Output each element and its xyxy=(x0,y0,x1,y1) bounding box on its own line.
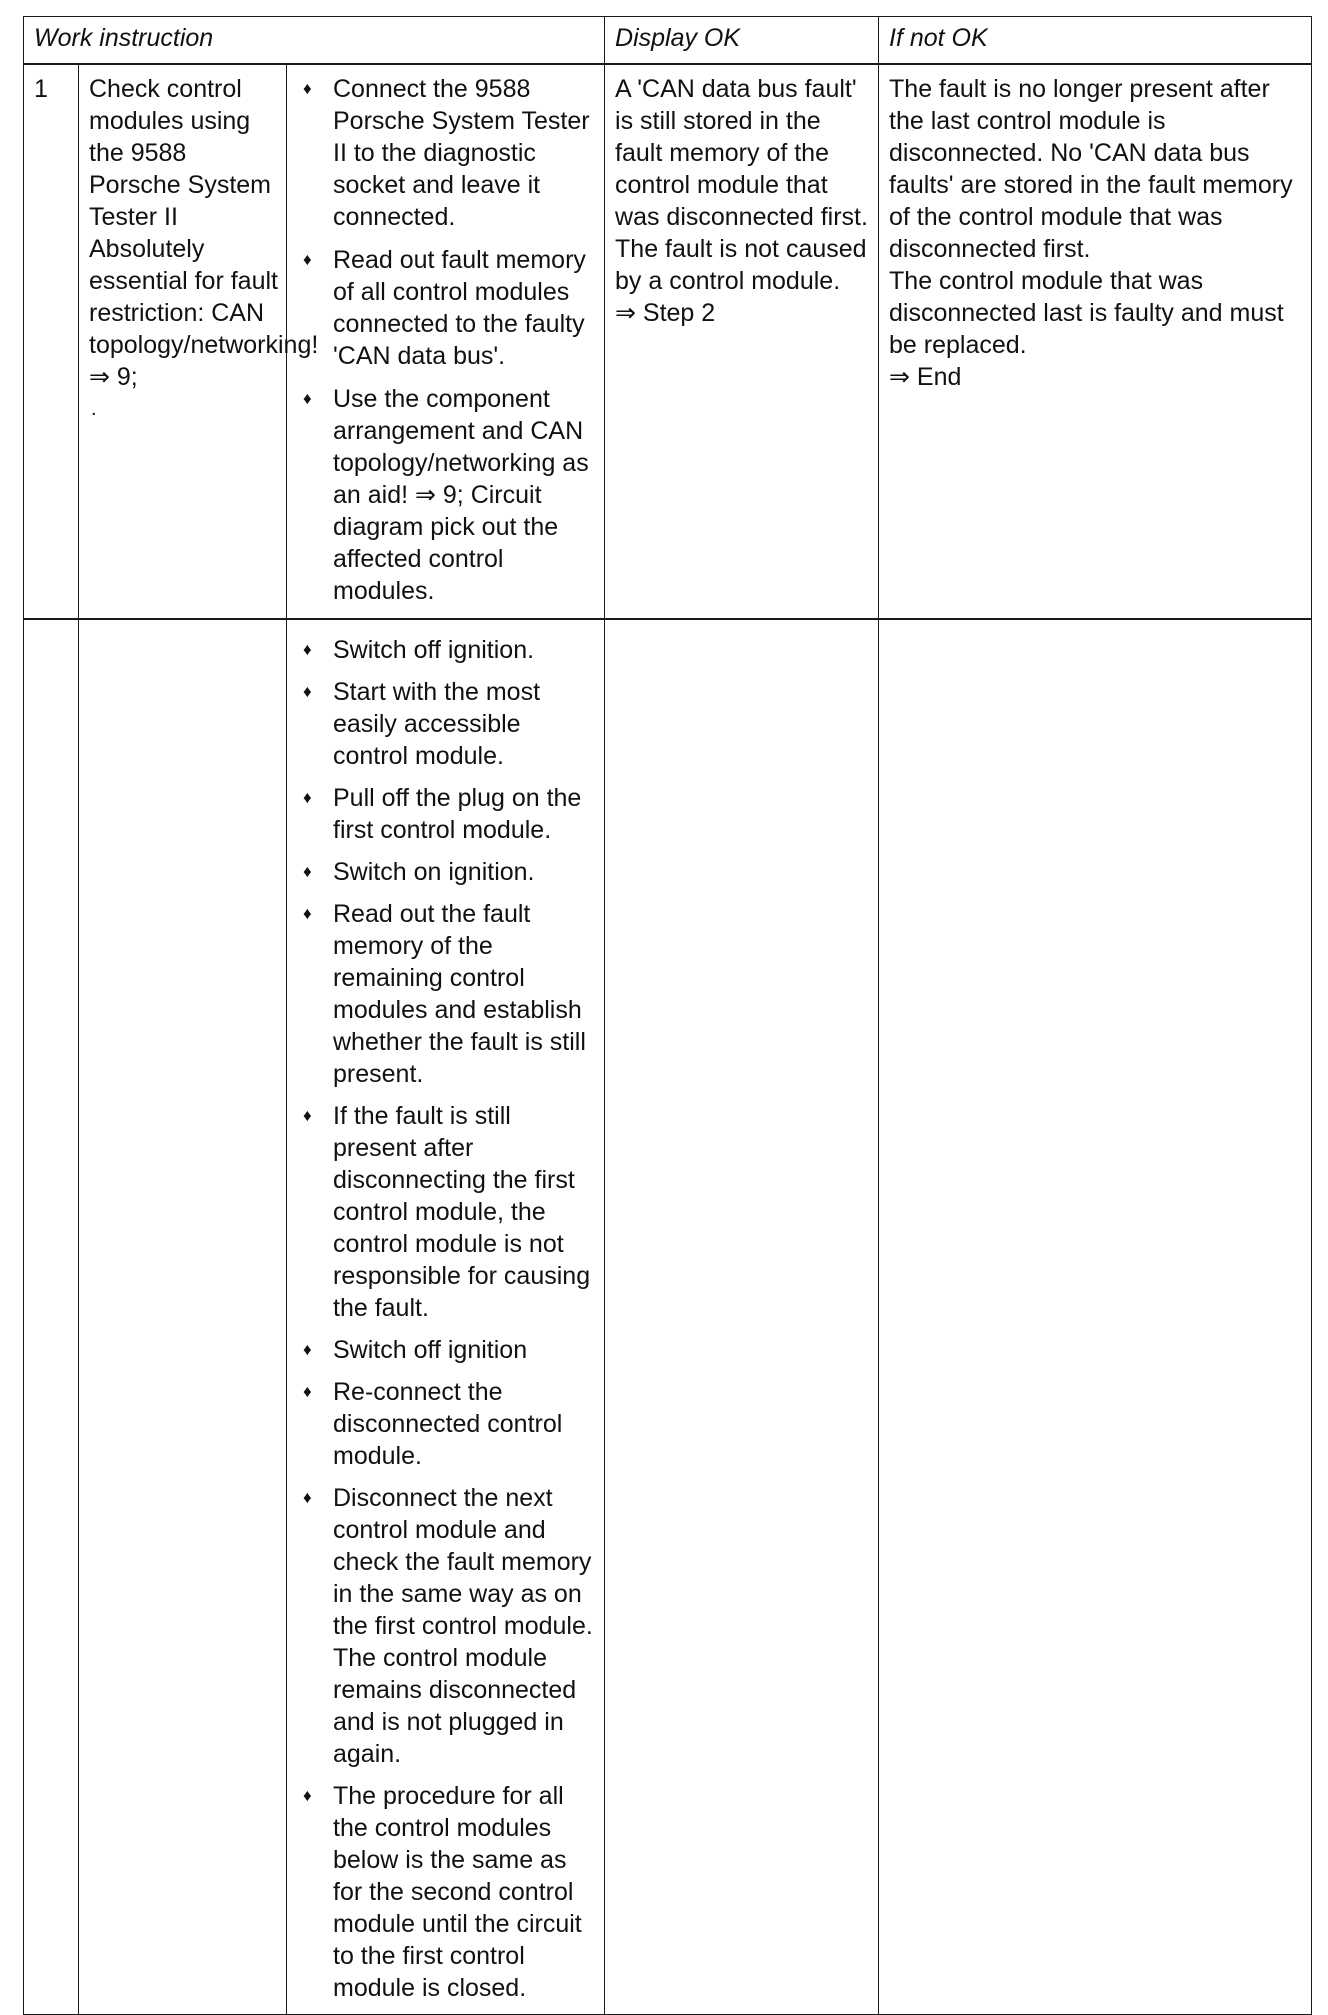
diamond-bullet-icon: ♦ xyxy=(303,389,312,408)
list-item xyxy=(297,856,596,888)
list-item xyxy=(297,898,596,1090)
list-item-text: Re-connect the disconnected control module. xyxy=(333,1378,563,1470)
list-item-text: Switch on ignition. xyxy=(333,858,535,886)
check-description-cell xyxy=(79,64,319,619)
empty-step-cell xyxy=(24,619,79,2015)
empty-if-not-ok-cell xyxy=(879,619,1312,2015)
diamond-bullet-icon: ♦ xyxy=(303,682,312,701)
list-item-text: Read out the fault memory of the remaining control modules and establish whether the fault is still present. xyxy=(333,900,586,1088)
diamond-bullet-icon: ♦ xyxy=(303,862,312,881)
header-display-ok: Display OK xyxy=(605,17,879,65)
header-if-not-ok: If not OK xyxy=(879,17,1312,65)
display-ok-text: A 'CAN data bus fault' is still stored in the fault memory of the control module that was disconnected first. The fault is not caused by a control module. xyxy=(615,75,868,295)
list-item xyxy=(297,634,596,666)
diamond-bullet-icon: ♦ xyxy=(303,1382,312,1401)
list-item xyxy=(297,1376,596,1472)
list-item-text: Disconnect the next control module and check the fault memory in the same way as on the first control module. The control module remains disconnected and is not plugged in again. xyxy=(333,1484,593,1768)
list-item xyxy=(297,1482,596,1770)
list-item-text: Use the component arrangement and CAN topology/networking as an aid! ⇒ 9; Circuit diagram pick out the affected control modules. xyxy=(333,385,589,605)
display-ok-cell xyxy=(605,64,879,619)
diamond-bullet-icon: ♦ xyxy=(303,1106,312,1125)
if-not-ok-text: The fault is no longer present after the last control module is disconnected. No 'CAN data bus faults' are stored in the fault memory of the control module that was disconnected first. xyxy=(889,75,1293,263)
header-work-instruction: Work instruction xyxy=(24,17,605,65)
instruction-list xyxy=(297,73,596,607)
step-2-reference: ⇒ Step 2 xyxy=(615,299,716,327)
list-item xyxy=(297,676,596,772)
table-row xyxy=(24,619,1312,2015)
list-item xyxy=(297,1100,596,1324)
diamond-bullet-icon: ♦ xyxy=(303,1786,312,1805)
list-item xyxy=(297,244,596,372)
list-item-text: Pull off the plug on the first control module. xyxy=(333,784,582,844)
if-not-ok-conclusion: The control module that was disconnected last is faulty and must be replaced. xyxy=(889,267,1284,359)
step-number: 1 xyxy=(24,64,79,619)
list-item-text: Start with the most easily accessible control module. xyxy=(333,678,541,770)
diamond-bullet-icon: ♦ xyxy=(303,640,312,659)
end-reference: ⇒ End xyxy=(889,363,962,391)
instruction-list xyxy=(297,628,596,2004)
diamond-bullet-icon: ♦ xyxy=(303,788,312,807)
list-item-text: The procedure for all the control modules below is the same as for the second control module until the circuit to the first control module is closed. xyxy=(333,1782,582,2002)
diamond-bullet-icon: ♦ xyxy=(303,79,312,98)
check-description: Check control modules using the 9588 Porsche System Tester II Absolutely essential for fault restriction: CAN topology/networking! ⇒ 9; xyxy=(89,75,319,391)
list-item-text: Switch off ignition xyxy=(333,1336,528,1364)
work-instruction-table xyxy=(23,16,1312,2015)
instructions-cell xyxy=(287,64,605,619)
list-item-text: Read out fault memory of all control modules connected to the faulty 'CAN data bus'. xyxy=(333,246,586,370)
diamond-bullet-icon: ♦ xyxy=(303,250,312,269)
list-item-text: If the fault is still present after disconnecting the first control module, the control module is not responsible for causing the fault. xyxy=(333,1102,591,1322)
table-row xyxy=(24,64,1312,619)
empty-display-ok-cell xyxy=(605,619,879,2015)
list-item xyxy=(297,73,596,233)
list-item xyxy=(297,383,596,607)
instructions-cell xyxy=(287,619,605,2015)
list-item-text: Switch off ignition. xyxy=(333,636,535,664)
list-item xyxy=(297,1334,596,1366)
diamond-bullet-icon: ♦ xyxy=(303,1488,312,1507)
empty-check-cell xyxy=(79,619,287,2015)
list-item xyxy=(297,1780,596,2004)
stray-dot: . xyxy=(91,398,97,420)
list-item-text: Connect the 9588 Porsche System Tester II to the diagnostic socket and leave it connected. xyxy=(333,75,590,231)
diamond-bullet-icon: ♦ xyxy=(303,1340,312,1359)
diamond-bullet-icon: ♦ xyxy=(303,904,312,923)
list-item xyxy=(297,782,596,846)
table-header-row xyxy=(24,17,1312,65)
if-not-ok-cell xyxy=(879,64,1312,619)
